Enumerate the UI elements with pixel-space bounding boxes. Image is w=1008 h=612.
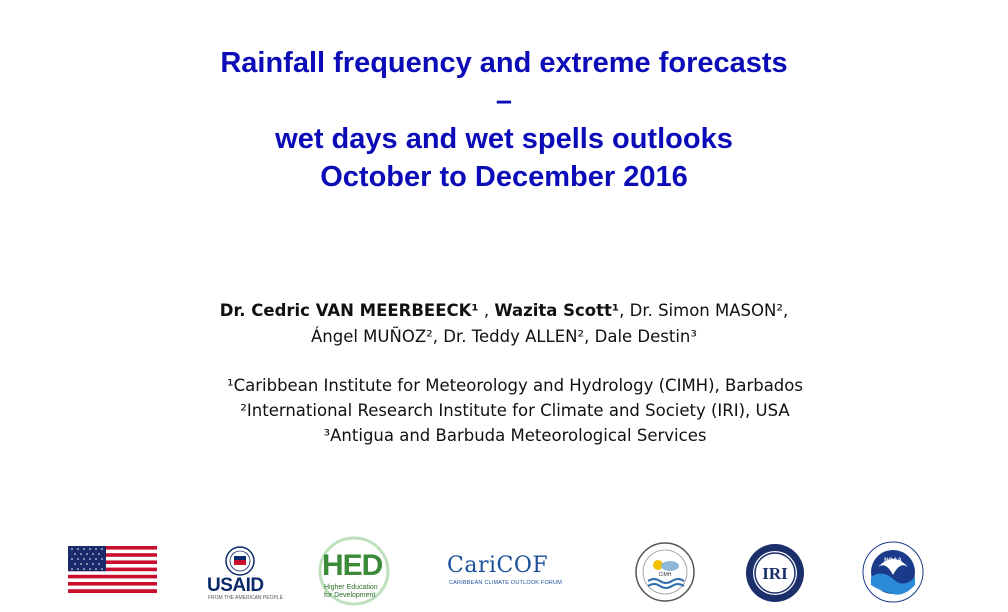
author-rest: , Dr. Simon MASON², [619,301,789,320]
hed-logo: HED [322,549,383,582]
caricof-logo: CariCOF [447,553,549,578]
title-line-1: Rainfall frequency and extreme forecasts [220,47,788,79]
title-line-2: – [495,85,513,117]
us-flag-icon [68,546,157,593]
cimh-seal-label: CIMH [658,572,672,578]
hed-tagline [324,584,378,600]
caricof-tagline: CARIBBEAN CLIMATE OUTLOOK FORUM [449,580,563,586]
author-separator: , [478,301,495,320]
usaid-seal-icon [225,546,255,576]
cimh-seal-icon [634,541,696,603]
affiliation-1: ¹Caribbean Institute for Meteorology and Hydrology (CIMH), Barbados [227,376,803,395]
slide-title [0,44,1008,196]
noaa-logo-icon [862,541,924,603]
title-line-4: October to December 2016 [320,161,688,193]
author-2: Wazita Scott¹ [494,301,620,320]
author-line-2: Ángel MUÑOZ², Dr. Teddy ALLEN², Dale Destin³ [310,327,698,346]
noaa-logo-label: NOAA [884,558,902,564]
usaid-logo: USAID [207,575,264,596]
affiliation-3: ³Antigua and Barbuda Meteorological Services [323,426,707,445]
hed-tagline-2: for Development [324,592,376,599]
iri-logo-icon [744,542,806,604]
author-line-1 [0,298,1008,324]
affiliation-2: ²International Research Institute for Climate and Society (IRI), USA [240,401,790,420]
title-line-3: wet days and wet spells outlooks [275,123,733,155]
usaid-tagline: FROM THE AMERICAN PEOPLE [208,595,283,601]
author-list [0,298,1008,350]
iri-logo-label: IRI [762,564,788,583]
author-1: Dr. Cedric VAN MEERBEECK¹ [219,301,479,320]
hed-tagline-1: Higher Education [324,584,378,591]
affiliation-list [0,373,1008,448]
